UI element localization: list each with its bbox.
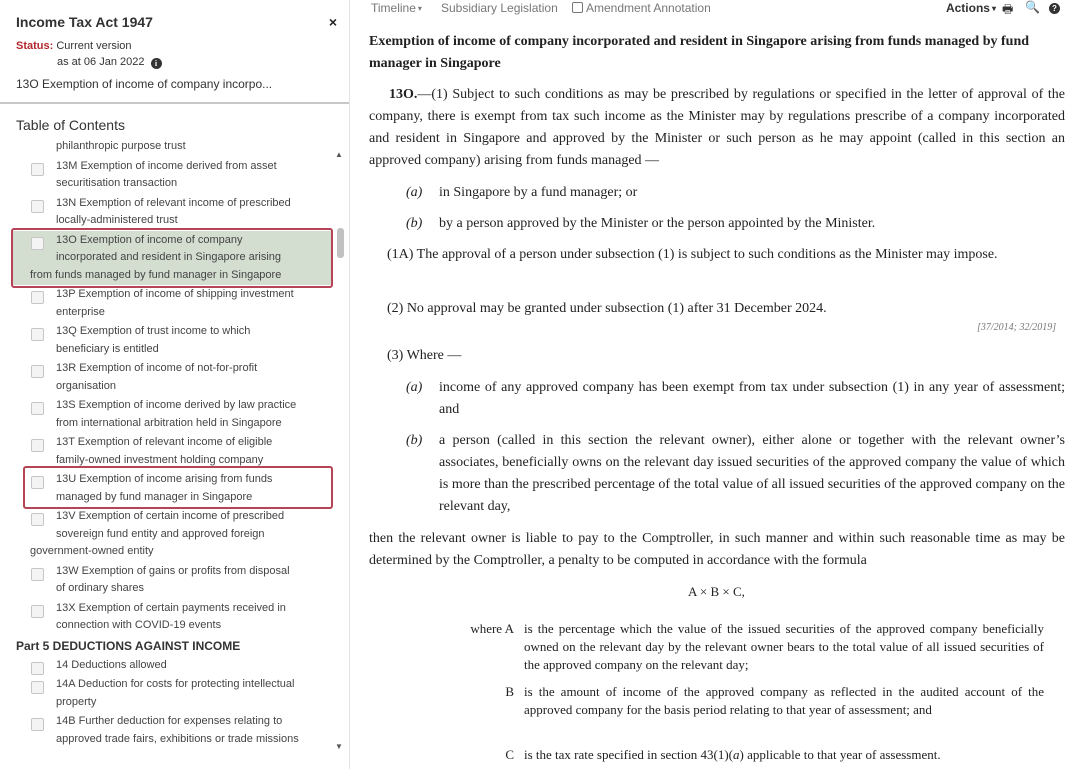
- toc-item-checkbox[interactable]: [31, 513, 44, 526]
- amendment-checkbox[interactable]: [572, 2, 583, 13]
- toc-item-line: 13M Exemption of income derived from asset: [56, 159, 277, 172]
- toc-item[interactable]: [0, 500, 330, 561]
- where-c-post: ) applicable to that year of assessment.: [739, 747, 941, 762]
- para-1b: by a person approved by the Minister or the person appointed by the Minister.: [439, 216, 876, 231]
- para-1a-mark: [406, 182, 422, 204]
- toc-item-line: property: [56, 695, 97, 708]
- para-1a: in Singapore by a fund manager; or: [439, 185, 638, 200]
- act-title: Income Tax Act 1947: [16, 14, 153, 30]
- info-icon[interactable]: i: [151, 58, 162, 69]
- subsection-1: [369, 84, 1065, 172]
- toc-item-line: 13N Exemption of relevant income of prescribed: [56, 196, 291, 209]
- toc-item-line: connection with COVID-19 events: [56, 619, 222, 631]
- scroll-thumb[interactable]: [337, 228, 344, 258]
- toc-item-line: government-owned entity: [30, 545, 154, 557]
- toc-item-line: 14A Deduction for costs for protecting intellectual: [56, 678, 295, 690]
- status-label: Status:: [16, 40, 54, 52]
- toc-scrollbar[interactable]: [333, 138, 347, 758]
- toc-item-line: 13S Exemption of income derived by law practice: [56, 399, 297, 411]
- para-mark: (b): [406, 433, 423, 448]
- toc-item-line: 13T Exemption of relevant income of eligible: [56, 436, 273, 448]
- subsection-3: (3) Where —: [387, 348, 462, 363]
- scroll-down-icon[interactable]: ▼: [335, 742, 343, 751]
- toc-item-line: 13U Exemption of income arising from funds: [56, 473, 273, 485]
- where-c-italic: a: [733, 747, 740, 762]
- where-a: [350, 620, 1080, 680]
- where-a-key: where A: [470, 621, 514, 636]
- where-b-text: is the amount of income of the approved company as reflected in the audited account of the approved company for the basis period relating to that year of assessment; and: [524, 684, 1044, 717]
- chevron-down-icon: ▾: [417, 4, 422, 13]
- toc-item-line: enterprise: [56, 305, 105, 318]
- subsection-2: (2) No approval may be granted under subsection (1) after 31 December 2024.: [387, 301, 827, 316]
- where-c-pre: is the tax rate specified in section 43(1)(: [524, 747, 734, 762]
- toc-item-checkbox[interactable]: [31, 718, 44, 731]
- help-icon[interactable]: [1049, 0, 1060, 14]
- annotation-box-13u: [23, 466, 333, 509]
- toc-item-line: 13W Exemption of gains or profits from disposal: [56, 564, 290, 577]
- annotation-box-13o: [11, 228, 333, 288]
- toc-panel: [0, 0, 350, 769]
- part-heading: Part 5 DEDUCTIONS AGAINST INCOME: [16, 638, 241, 653]
- subsection-1-text: —(1) Subject to such conditions as may be prescribed by regulations or specified in the letter of approval of the company, there is exempt from tax such income as the Minister may by regulations prescribe of a company incorporated and resident in Singapore and approved by the Minister or such person as he may appoint (called in this section an approved company) arising from funds managed —: [369, 87, 1065, 168]
- toc-item-line: managed by fund manager in Singapore: [56, 490, 253, 503]
- where-b: [350, 683, 1080, 743]
- toc-item-line: philanthropic purpose trust: [56, 140, 186, 152]
- penalty-formula: A × B × C,: [688, 584, 745, 599]
- toc-item-line: of ordinary shares: [56, 582, 145, 594]
- toc-item-checkbox[interactable]: [31, 681, 44, 694]
- para-3b-mark: [406, 430, 422, 452]
- toc-item-checkbox[interactable]: [31, 291, 44, 304]
- para-mark: (a): [406, 185, 423, 200]
- where-c: [350, 746, 1080, 766]
- as-at-date: [57, 54, 333, 70]
- toc-item-line: approved trade fairs, exhibitions or trade missions: [56, 732, 299, 745]
- para-3a: income of any approved company has been exempt from tax under subsection (1) in any year of assessment; and: [439, 380, 1065, 417]
- toc-item-checkbox[interactable]: [31, 439, 44, 452]
- toc-item-label: [0, 500, 330, 561]
- toc-item-line: beneficiary is entitled: [56, 342, 159, 355]
- actions-label: Actions: [945, 1, 990, 15]
- search-icon[interactable]: 🔍: [1025, 0, 1040, 14]
- section-number: 13O.: [389, 87, 418, 102]
- toc-item-line: incorporated and resident in Singapore arising: [56, 251, 282, 263]
- toc-item-label: [0, 705, 330, 748]
- toc-item-checkbox[interactable]: [31, 402, 44, 415]
- where-c-text: [524, 746, 1044, 764]
- toc-item-checkbox[interactable]: [31, 365, 44, 378]
- section-heading: Exemption of income of company incorporated and resident in Singapore arising from funds managed by fund manager in Singapore: [369, 34, 1030, 71]
- content-panel: [350, 0, 1080, 769]
- scroll-up-icon[interactable]: ▲: [335, 150, 343, 159]
- where-c-key: C: [505, 747, 514, 762]
- panel-header: [0, 0, 349, 104]
- toc-item-checkbox[interactable]: [31, 328, 44, 341]
- toc-item-checkbox[interactable]: [31, 200, 44, 213]
- toc-item-line: 13V Exemption of certain income of prescribed: [56, 510, 285, 522]
- para-3b: a person (called in this section the relevant owner), either alone or together with the relevant owner’s associates, beneficially owns on the relevant day issued securities of the approved company the value of which is more than the prescribed percentage of the total value of all issued securities of the approved company on the relevant day,: [439, 433, 1065, 514]
- toc-item-line: from international arbitration held in Singapore: [56, 416, 282, 429]
- toc-item-line: securitisation transaction: [56, 177, 178, 189]
- toc-item-line: organisation: [56, 379, 116, 392]
- toc-item-line: 13X Exemption of certain payments received in: [56, 601, 286, 614]
- print-icon[interactable]: 🖶: [1002, 2, 1014, 16]
- toc-item-line: from funds managed by fund manager in Singapore: [30, 268, 282, 281]
- toc-item-line: locally-administered trust: [56, 214, 178, 226]
- help-glyph: ?: [1049, 3, 1060, 14]
- toc-item-line: sovereign fund entity and approved foreign: [56, 527, 265, 540]
- toc-item-line: family-owned investment holding company: [56, 453, 264, 466]
- as-at-text: as at 06 Jan 2022: [57, 56, 145, 68]
- penalty-clause: then the relevant owner is liable to pay to the Comptroller, in such manner and within such reasonable time as may be determined by the Comptroller, a penalty to be computed in accordance with the formula: [369, 531, 1065, 568]
- chevron-down-icon: ▾: [991, 4, 996, 13]
- timeline-menu[interactable]: [371, 1, 422, 15]
- toc-item-label: [0, 592, 330, 635]
- actions-menu[interactable]: [946, 1, 996, 15]
- toc-item-checkbox[interactable]: [31, 568, 44, 581]
- toc-item-line: 14 Deductions allowed: [56, 658, 167, 671]
- amendment-note: [37/2014; 32/2019]: [977, 322, 1057, 333]
- para-mark: (a): [406, 380, 423, 395]
- toc-item-line: 13O Exemption of income of company: [56, 233, 243, 246]
- where-a-text: is the percentage which the value of the issued securities of the approved company beneficially owned on the relevant day by the relevant owner bears to the total value of all issued securities of the approved company on the relevant day;: [524, 621, 1044, 672]
- toc-scroll-area[interactable]: [0, 138, 350, 768]
- toc-item-checkbox[interactable]: [31, 605, 44, 618]
- where-b-key: B: [505, 684, 514, 699]
- toc-item-checkbox[interactable]: [31, 163, 44, 176]
- status-line: [16, 38, 333, 54]
- subsidiary-legislation-link[interactable]: Subsidiary Legislation: [441, 1, 558, 15]
- toc-title: Table of Contents: [16, 117, 125, 133]
- toc-item-line: 13R Exemption of income of not-for-profit: [56, 362, 258, 374]
- toolbar: [350, 0, 1080, 18]
- toc-item[interactable]: [0, 705, 330, 748]
- subsection-1a: (1A) The approval of a person under subsection (1) is subject to such conditions as the Minister may impose.: [387, 247, 998, 262]
- close-icon[interactable]: ×: [328, 14, 337, 30]
- toc-item-line: 14B Further deduction for expenses relating to: [56, 715, 283, 727]
- para-mark: (b): [406, 216, 423, 231]
- amendment-label: Amendment Annotation: [586, 1, 711, 15]
- toc-item-line: 13Q Exemption of trust income to which: [56, 325, 251, 337]
- amendment-annotation-toggle[interactable]: [572, 1, 711, 15]
- para-1b-mark: [406, 213, 422, 235]
- toc-item[interactable]: [0, 592, 330, 635]
- status-value: Current version: [56, 40, 132, 52]
- current-section: 13O Exemption of income of company incorpo...: [16, 77, 273, 91]
- toc-item-line: 13P Exemption of income of shipping investment: [56, 288, 294, 300]
- timeline-label: Timeline: [371, 1, 416, 15]
- para-3a-mark: [406, 377, 422, 399]
